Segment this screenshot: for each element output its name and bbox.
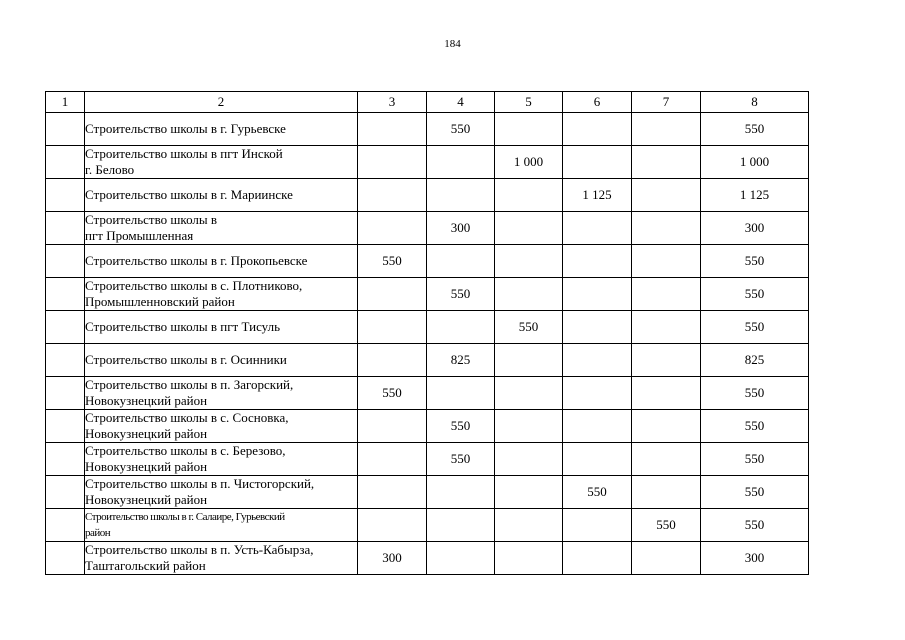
total-value-cell: 1 000 [701,146,809,179]
total-value-cell: 1 125 [701,179,809,212]
col6-value-cell [563,410,632,443]
project-name-cell: Строительство школы в с. Сосновка, Новокузнецкий район [85,410,358,443]
table-row [46,113,809,146]
row-index-cell [46,311,85,344]
page-number: 184 [444,38,461,50]
column-header: 7 [632,92,701,113]
table-row [46,278,809,311]
table-row [46,311,809,344]
col6-value-cell [563,146,632,179]
col7-value-cell [632,311,701,344]
total-value-cell: 550 [701,509,809,542]
table-row [46,476,809,509]
col4-value-cell: 825 [427,344,495,377]
col7-value-cell [632,344,701,377]
col3-value-cell [358,278,427,311]
row-index-cell [46,179,85,212]
col6-value-cell [563,509,632,542]
col3-value-cell [358,344,427,377]
col6-value-cell [563,311,632,344]
total-value-cell: 550 [701,476,809,509]
project-name-cell: Строительство школы в г. Мариинске [85,179,358,212]
column-header: 1 [46,92,85,113]
col3-value-cell [358,443,427,476]
project-name-cell: Строительство школы в с. Плотниково, Промышленновский район [85,278,358,311]
total-value-cell: 550 [701,410,809,443]
row-index-cell [46,509,85,542]
col6-value-cell [563,113,632,146]
col6-value-cell [563,443,632,476]
total-value-cell: 550 [701,377,809,410]
col4-value-cell: 550 [427,410,495,443]
col7-value-cell [632,476,701,509]
project-name-cell: Строительство школы в п. Усть-Кабырза, Таштагольский район [85,542,358,575]
col4-value-cell [427,311,495,344]
table-row [46,509,809,542]
col6-value-cell [563,278,632,311]
col3-value-cell [358,311,427,344]
col5-value-cell [495,443,563,476]
project-name-cell: Строительство школы в с. Березово, Новокузнецкий район [85,443,358,476]
column-header: 4 [427,92,495,113]
col7-value-cell [632,410,701,443]
project-name-cell: Строительство школы в г. Прокопьевске [85,245,358,278]
col7-value-cell [632,146,701,179]
col4-value-cell [427,542,495,575]
project-name-cell: Строительство школы в г. Салаире, Гурьевский район [85,509,358,542]
project-name-cell: Строительство школы в г. Осинники [85,344,358,377]
investment-table [45,91,809,575]
col5-value-cell: 550 [495,311,563,344]
col6-value-cell [563,542,632,575]
total-value-cell: 550 [701,278,809,311]
col5-value-cell [495,509,563,542]
table-row [46,212,809,245]
col4-value-cell: 550 [427,443,495,476]
col5-value-cell [495,377,563,410]
col3-value-cell: 550 [358,377,427,410]
row-index-cell [46,245,85,278]
column-header: 5 [495,92,563,113]
row-index-cell [46,278,85,311]
row-index-cell [46,113,85,146]
table-row [46,344,809,377]
col7-value-cell [632,377,701,410]
col7-value-cell [632,278,701,311]
col4-value-cell [427,377,495,410]
col5-value-cell [495,542,563,575]
column-header: 3 [358,92,427,113]
col4-value-cell: 300 [427,212,495,245]
total-value-cell: 550 [701,245,809,278]
col3-value-cell [358,476,427,509]
col4-value-cell [427,509,495,542]
col7-value-cell: 550 [632,509,701,542]
col5-value-cell [495,476,563,509]
header-row [46,92,809,113]
col6-value-cell: 550 [563,476,632,509]
row-index-cell [46,344,85,377]
col5-value-cell [495,179,563,212]
col4-value-cell: 550 [427,278,495,311]
project-name-cell: Строительство школы в пгт Инской г. Белово [85,146,358,179]
col6-value-cell [563,344,632,377]
col7-value-cell [632,212,701,245]
row-index-cell [46,410,85,443]
table-row [46,179,809,212]
row-index-cell [46,542,85,575]
col3-value-cell: 300 [358,542,427,575]
table-row [46,542,809,575]
column-header: 8 [701,92,809,113]
col5-value-cell [495,212,563,245]
col7-value-cell [632,179,701,212]
col4-value-cell [427,245,495,278]
total-value-cell: 825 [701,344,809,377]
col3-value-cell [358,212,427,245]
col3-value-cell: 550 [358,245,427,278]
project-name-cell: Строительство школы в пгт Промышленная [85,212,358,245]
project-name-cell: Строительство школы в п. Чистогорский, Новокузнецкий район [85,476,358,509]
col7-value-cell [632,113,701,146]
row-index-cell [46,146,85,179]
column-header: 6 [563,92,632,113]
table-row [46,245,809,278]
col5-value-cell [495,113,563,146]
col5-value-cell [495,410,563,443]
col3-value-cell [358,146,427,179]
col7-value-cell [632,542,701,575]
total-value-cell: 550 [701,113,809,146]
row-index-cell [46,443,85,476]
total-value-cell: 300 [701,212,809,245]
total-value-cell: 550 [701,443,809,476]
col4-value-cell: 550 [427,113,495,146]
col4-value-cell [427,179,495,212]
col5-value-cell [495,278,563,311]
col5-value-cell [495,344,563,377]
table-row [46,410,809,443]
project-name-cell: Строительство школы в пгт Тисуль [85,311,358,344]
col3-value-cell [358,179,427,212]
col4-value-cell [427,476,495,509]
col3-value-cell [358,113,427,146]
col6-value-cell [563,245,632,278]
col5-value-cell [495,245,563,278]
project-name-cell: Строительство школы в г. Гурьевске [85,113,358,146]
row-index-cell [46,212,85,245]
col4-value-cell [427,146,495,179]
col6-value-cell [563,377,632,410]
table-row [46,146,809,179]
col5-value-cell: 1 000 [495,146,563,179]
col3-value-cell [358,410,427,443]
table-row [46,377,809,410]
col7-value-cell [632,245,701,278]
project-name-cell: Строительство школы в п. Загорский, Новокузнецкий район [85,377,358,410]
total-value-cell: 550 [701,311,809,344]
row-index-cell [46,476,85,509]
table-row [46,443,809,476]
column-header: 2 [85,92,358,113]
total-value-cell: 300 [701,542,809,575]
col6-value-cell [563,212,632,245]
col3-value-cell [358,509,427,542]
row-index-cell [46,377,85,410]
col6-value-cell: 1 125 [563,179,632,212]
col7-value-cell [632,443,701,476]
